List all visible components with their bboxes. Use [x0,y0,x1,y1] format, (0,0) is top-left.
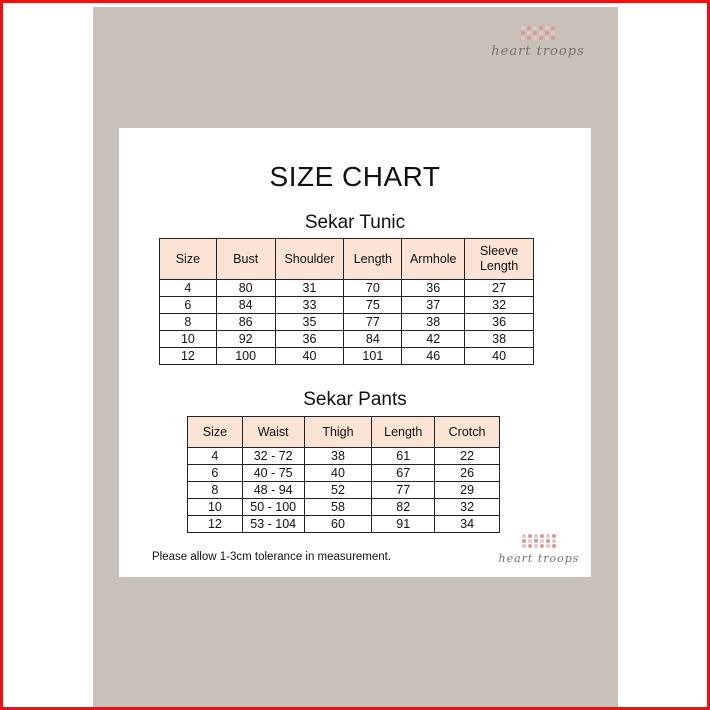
table-cell: 26 [435,465,500,482]
column-header: Sleeve Length [465,239,534,280]
chart-title: SIZE CHART [269,161,441,192]
table-cell: 86 [216,314,275,331]
brand-logo-top [488,26,588,59]
table-cell: 58 [304,499,372,516]
table-cell: 77 [344,314,402,331]
table-cell: 8 [160,314,217,331]
table-cell: 38 [465,331,534,348]
table-cell: 40 [465,348,534,365]
pants-title: Sekar Pants [303,389,407,410]
table-cell: 32 [435,499,500,516]
column-header: Armhole [402,239,465,280]
pants-size-table [187,416,500,533]
table-cell: 61 [372,448,435,465]
heart-dots-icon [488,26,588,40]
table-cell: 53 - 104 [242,516,304,533]
brand-name: heart troops [491,44,585,59]
table-row [188,482,500,499]
table-cell: 40 [275,348,344,365]
table-cell: 4 [160,280,217,297]
brand-logo-bottom [497,534,581,565]
table-header-row [188,417,500,448]
table-cell: 33 [275,297,344,314]
table-row [160,314,534,331]
heart-dots-icon [497,534,581,548]
table-cell: 70 [344,280,402,297]
table-cell: 77 [372,482,435,499]
table-cell: 60 [304,516,372,533]
table-row [188,448,500,465]
table-row [188,465,500,482]
table-cell: 84 [216,297,275,314]
column-header: Thigh [304,417,372,448]
table-cell: 48 - 94 [242,482,304,499]
tunic-size-table [159,238,534,365]
table-cell: 36 [402,280,465,297]
table-cell: 8 [188,482,243,499]
table-cell: 22 [435,448,500,465]
brand-name: heart troops [498,552,580,565]
table-cell: 92 [216,331,275,348]
table-cell: 80 [216,280,275,297]
table-row [160,280,534,297]
table-cell: 52 [304,482,372,499]
table-cell: 36 [465,314,534,331]
table-row [160,331,534,348]
column-header: Crotch [435,417,500,448]
size-chart-card [119,128,591,577]
table-cell: 29 [435,482,500,499]
column-header: Size [188,417,243,448]
table-cell: 10 [160,331,217,348]
table-cell: 4 [188,448,243,465]
table-row [188,516,500,533]
table-cell: 32 - 72 [242,448,304,465]
column-header: Length [344,239,402,280]
table-cell: 34 [435,516,500,533]
table-cell: 75 [344,297,402,314]
table-cell: 36 [275,331,344,348]
table-cell: 35 [275,314,344,331]
table-cell: 32 [465,297,534,314]
table-cell: 6 [160,297,217,314]
table-cell: 84 [344,331,402,348]
column-header: Length [372,417,435,448]
table-cell: 31 [275,280,344,297]
table-cell: 38 [304,448,372,465]
table-cell: 37 [402,297,465,314]
table-cell: 38 [402,314,465,331]
column-header: Bust [216,239,275,280]
table-cell: 12 [160,348,217,365]
table-cell: 40 - 75 [242,465,304,482]
column-header: Waist [242,417,304,448]
table-cell: 82 [372,499,435,516]
table-cell: 91 [372,516,435,533]
table-row [160,348,534,365]
table-cell: 67 [372,465,435,482]
table-cell: 40 [304,465,372,482]
tunic-title: Sekar Tunic [304,212,406,233]
table-cell: 12 [188,516,243,533]
column-header: Shoulder [275,239,344,280]
table-cell: 10 [188,499,243,516]
table-row [160,297,534,314]
tolerance-note: Please allow 1-3cm tolerance in measurement. [152,551,392,563]
table-cell: 27 [465,280,534,297]
table-cell: 6 [188,465,243,482]
table-cell: 50 - 100 [242,499,304,516]
table-cell: 101 [344,348,402,365]
table-cell: 42 [402,331,465,348]
column-header: Size [160,239,217,280]
table-header-row [160,239,534,280]
table-cell: 100 [216,348,275,365]
table-row [188,499,500,516]
table-cell: 46 [402,348,465,365]
